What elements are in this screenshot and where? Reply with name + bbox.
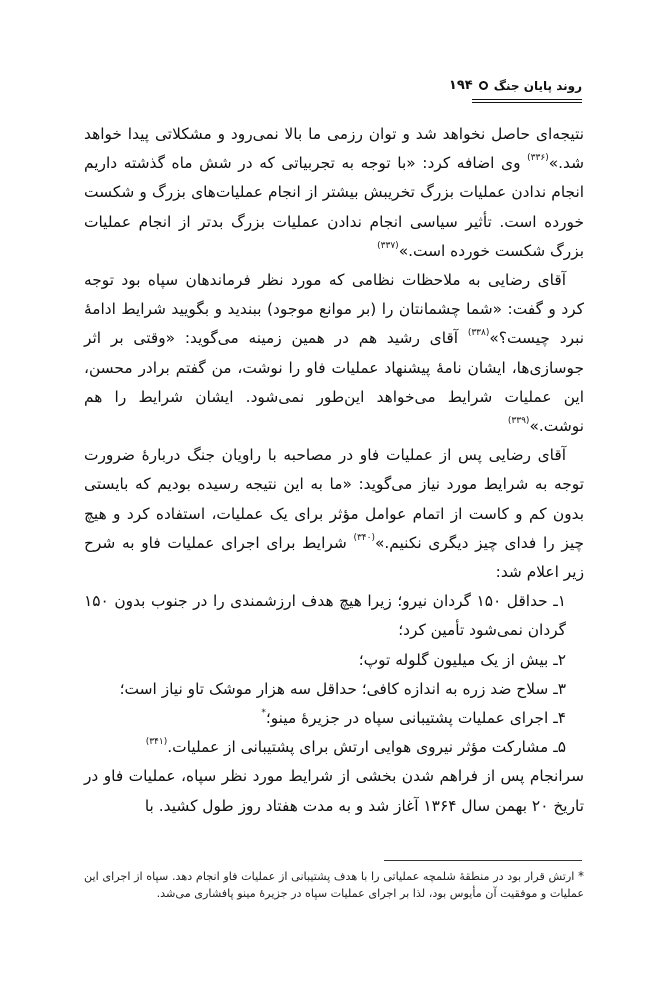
running-title: روند پایان جنگ xyxy=(493,78,582,93)
paragraph-3-text-b: شرایط برای اجرای عملیات فاو به شرح زیر اعلام شد: xyxy=(84,533,584,582)
footnote-ref-337[interactable]: (۳۳۷) xyxy=(377,240,399,251)
footnote-ref-336[interactable]: (۳۳۶) xyxy=(527,153,549,164)
body-text xyxy=(84,120,584,821)
footnote-separator xyxy=(384,860,582,861)
paragraph-3-text-a: آقای رضایی پس از عملیات فاو در مصاحبه با راویان جنگ دربارهٔ ضرورت توجه به شرایط مورد نیاز می‌گوید: «ما به این نتیجه رسیده بودیم که بایستی بدون کم و کاست از اتمام عوامل مؤثر برای یک عملیات، استفاده کرد و هیچ چیز را فدای چیز دیگری نکنیم.» xyxy=(84,446,585,552)
footnote-ref-asterisk[interactable]: * xyxy=(261,707,266,718)
footnote xyxy=(84,868,584,902)
closing-paragraph: سرانجام پس از فراهم شدن بخشی از شرایط مورد نظر سپاه، عملیات فاو در تاریخ ۲۰ بهمن سال ۱۳۶۴ آغاز شد و به مدت هفتاد روز طول کشید. با xyxy=(84,767,584,815)
list-item-4 xyxy=(84,704,584,733)
list-item-5-text: ۵ـ مشارکت مؤثر نیروی هوایی ارتش برای پشتیبانی از عملیات. xyxy=(167,738,566,757)
paragraph-1-text-b: وی اضافه کرد: «با توجه به تجربیاتی که در شش ماه گذشته داریم انجام ندادن عملیات بزرگ تخریبش بیشتر از انجام عملیات‌های بزرگ و شکست خورده است. تأثیر سیاسی انجام ندادن عملیات بزرگ بدتر از انجام عملیات بزرگ شکست خورده است.» xyxy=(84,154,584,260)
header-underline xyxy=(472,99,582,103)
paragraph-3 xyxy=(84,441,584,587)
list-item-2: ۲ـ بیش از یک میلیون گلوله توپ؛ xyxy=(358,650,566,669)
list-item-5 xyxy=(84,733,584,762)
paragraph-2-text-a: آقای رضایی به ملاحظات نظامی که مورد نظر فرماندهان سپاه بود توجه کرد و گفت: «شما چشمانتان را (بر موانع موجود) ببندید و بگویید شرایط ادامهٔ نبرد چیست؟» xyxy=(84,271,584,348)
footnote-ref-340[interactable]: (۳۴۰) xyxy=(353,532,375,543)
footnote-marker: * xyxy=(578,869,584,883)
paragraph-2 xyxy=(84,266,584,441)
list-item-3: ۳ـ سلاح ضد زره به اندازه کافی؛ حداقل سه هزار موشک تاو نیاز است؛ xyxy=(119,679,566,698)
paragraph-1 xyxy=(84,120,584,266)
paragraph-1-text-a: نتیجه‌ای حاصل نخواهد شد و توان رزمی ما بالا نمی‌رود و مشکلاتی پیدا خواهد شد.» xyxy=(84,125,584,173)
circle-ornament-icon xyxy=(479,81,488,90)
footnote-ref-339[interactable]: (۳۳۹) xyxy=(507,415,530,426)
page-number: ۱۹۴ xyxy=(448,78,473,93)
page-header xyxy=(449,78,582,93)
paragraph-2-text-b: آقای رشید هم در همین زمینه می‌گوید: «وقتی بر اثر جوسازی‌ها، ایشان نامهٔ پیشنهاد عملیات فاو را نوشت، من گفتم برادر محسن، این عملیات شرایط می‌خواهد این‌طور نمی‌شود. ایشان شرایط را هم نوشت.» xyxy=(84,329,584,436)
footnote-ref-341[interactable]: (۳۴۱) xyxy=(145,737,168,748)
list-item-1: ۱ـ حداقل ۱۵۰ گردان نیرو؛ زیرا هیچ هدف ارزشمندی را در جنوب بدون ۱۵۰ گردان نمی‌شود تأمین کرد؛ xyxy=(84,592,566,640)
footnote-ref-338[interactable]: (۳۳۸) xyxy=(467,328,490,339)
footnote-text: ارتش قرار بود در منطقهٔ شلمچه عملیاتی را با هدف پشتیبانی از عملیات فاو انجام دهد. سپاه از اجرای این عملیات و موفقیت آن مأیوس بود، لذا بر اجرای عملیات سپاه در جزیرهٔ مینو پافشاری می‌شد. xyxy=(84,870,584,900)
list-item-4-text: ۴ـ اجرای عملیات پشتیبانی سپاه در جزیرهٔ مینو؛ xyxy=(265,709,566,728)
